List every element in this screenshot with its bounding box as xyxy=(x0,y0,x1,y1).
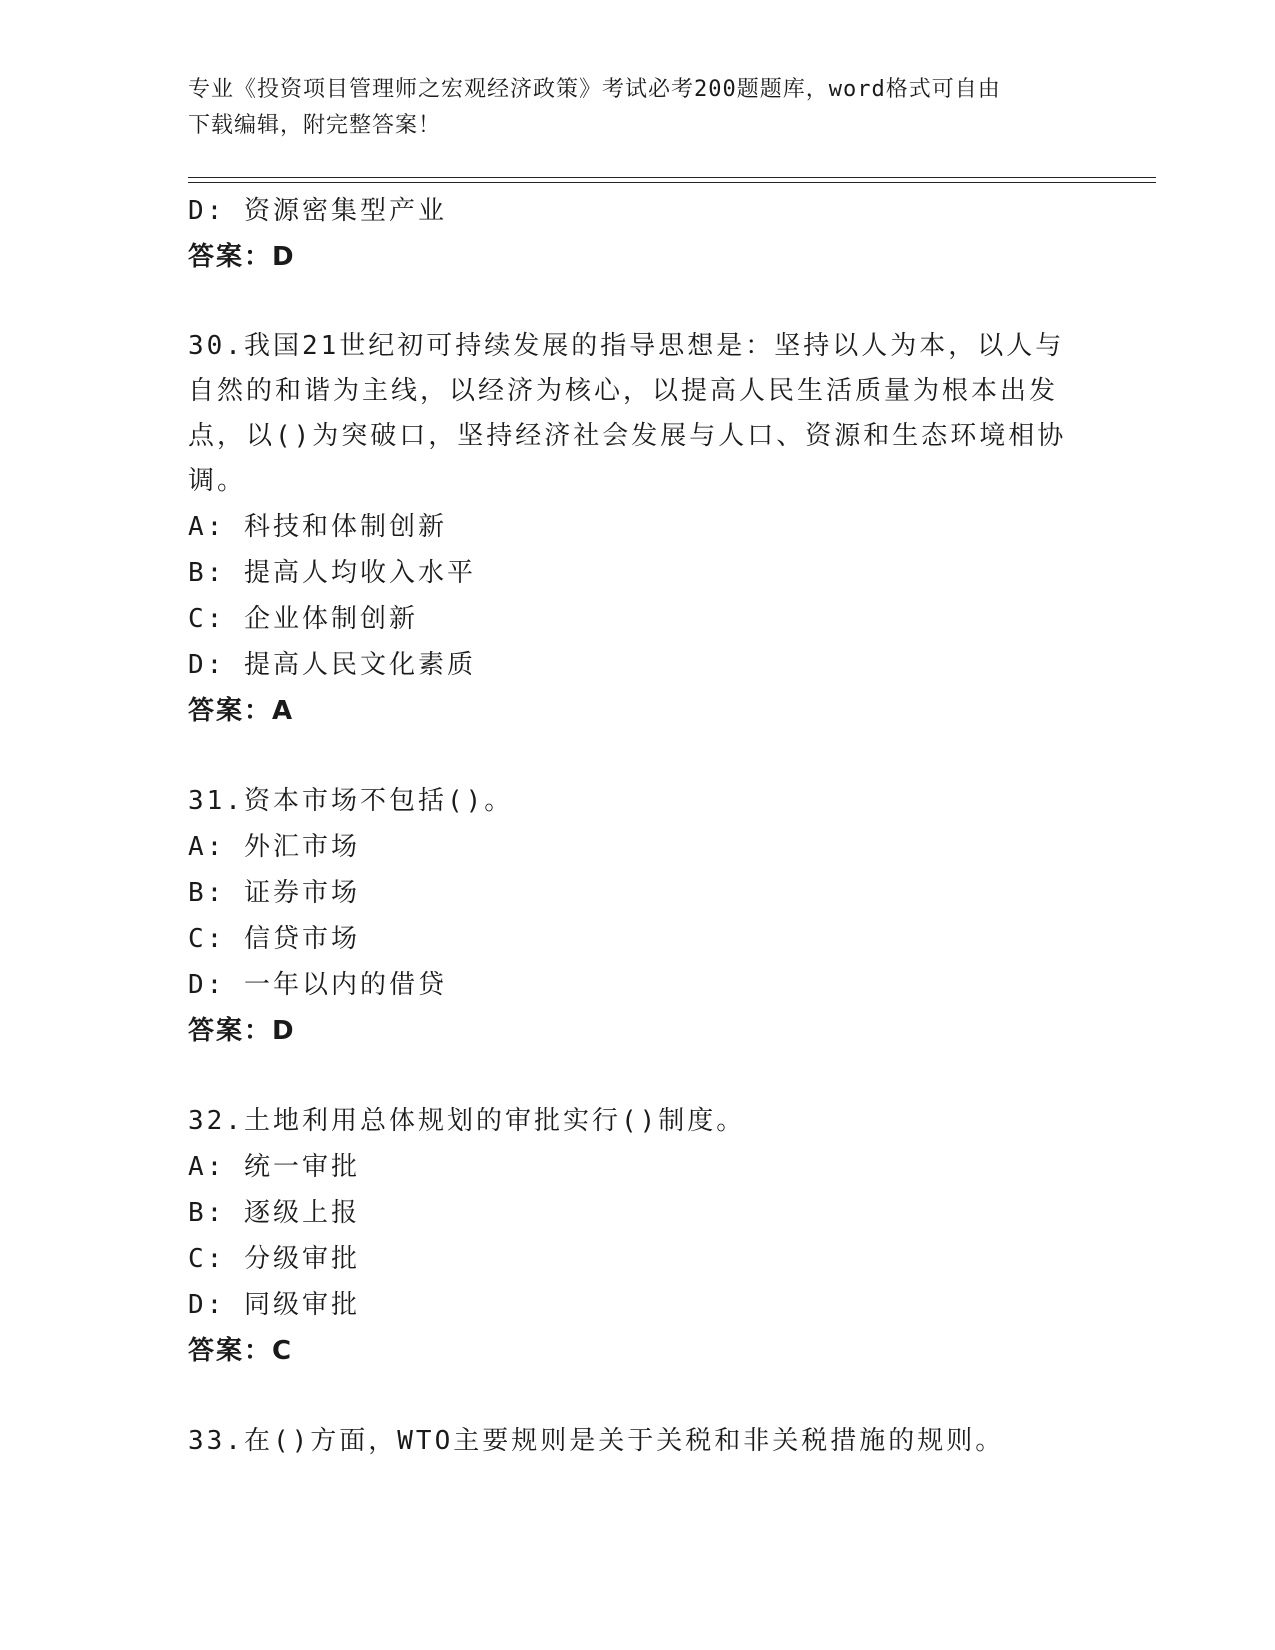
prev-answer: 答案：D xyxy=(188,242,296,272)
question-30-option-c: C: 企业体制创新 xyxy=(188,604,418,634)
question-31-option-b: B: 证券市场 xyxy=(188,878,360,908)
question-32: 32.土地利用总体规划的审批实行()制度。 xyxy=(188,1106,746,1136)
header-line-2: 下载编辑，附完整答案！ xyxy=(188,113,442,138)
question-32-option-d: D: 同级审批 xyxy=(188,1290,360,1320)
header-rule-bottom xyxy=(188,182,1156,183)
document-header xyxy=(188,72,1068,144)
question-30-option-d: D: 提高人民文化素质 xyxy=(188,650,476,680)
spacer xyxy=(188,734,1068,778)
question-30-line-4: 调。 xyxy=(188,466,247,496)
question-31-option-c: C: 信贷市场 xyxy=(188,924,360,954)
header-line-1: 专业《投资项目管理师之宏观经济政策》考试必考200题题库，word格式可自由 xyxy=(188,77,1001,102)
question-31: 31.资本市场不包括()。 xyxy=(188,786,514,816)
question-30-option-a: A: 科技和体制创新 xyxy=(188,512,447,542)
question-30-line-1: 30.我国21世纪初可持续发展的指导思想是：坚持以人为本，以人与 xyxy=(188,331,1065,361)
prev-option-d: D: 资源密集型产业 xyxy=(188,196,447,226)
question-30-answer: 答案：A xyxy=(188,696,295,726)
question-32-option-b: B: 逐级上报 xyxy=(188,1198,360,1228)
spacer xyxy=(188,1374,1068,1418)
header-rule-top xyxy=(188,177,1156,178)
question-31-answer: 答案：D xyxy=(188,1016,296,1046)
question-31-option-a: A: 外汇市场 xyxy=(188,832,360,862)
spacer xyxy=(188,280,1068,324)
question-30-line-2: 自然的和谐为主线，以经济为核心，以提高人民生活质量为根本出发 xyxy=(188,376,1059,406)
question-30 xyxy=(188,324,1068,504)
spacer xyxy=(188,1054,1068,1098)
question-30-option-b: B: 提高人均收入水平 xyxy=(188,558,476,588)
document-body xyxy=(188,188,1068,1464)
question-31-option-d: D: 一年以内的借贷 xyxy=(188,970,447,1000)
question-30-line-3: 点，以()为突破口，坚持经济社会发展与人口、资源和生态环境相协 xyxy=(188,421,1067,451)
question-32-answer: 答案：C xyxy=(188,1336,294,1366)
question-32-option-c: C: 分级审批 xyxy=(188,1244,360,1274)
question-32-option-a: A: 统一审批 xyxy=(188,1152,360,1182)
question-33: 33.在()方面，WTO主要规则是关于关税和非关税措施的规则。 xyxy=(188,1426,1005,1456)
